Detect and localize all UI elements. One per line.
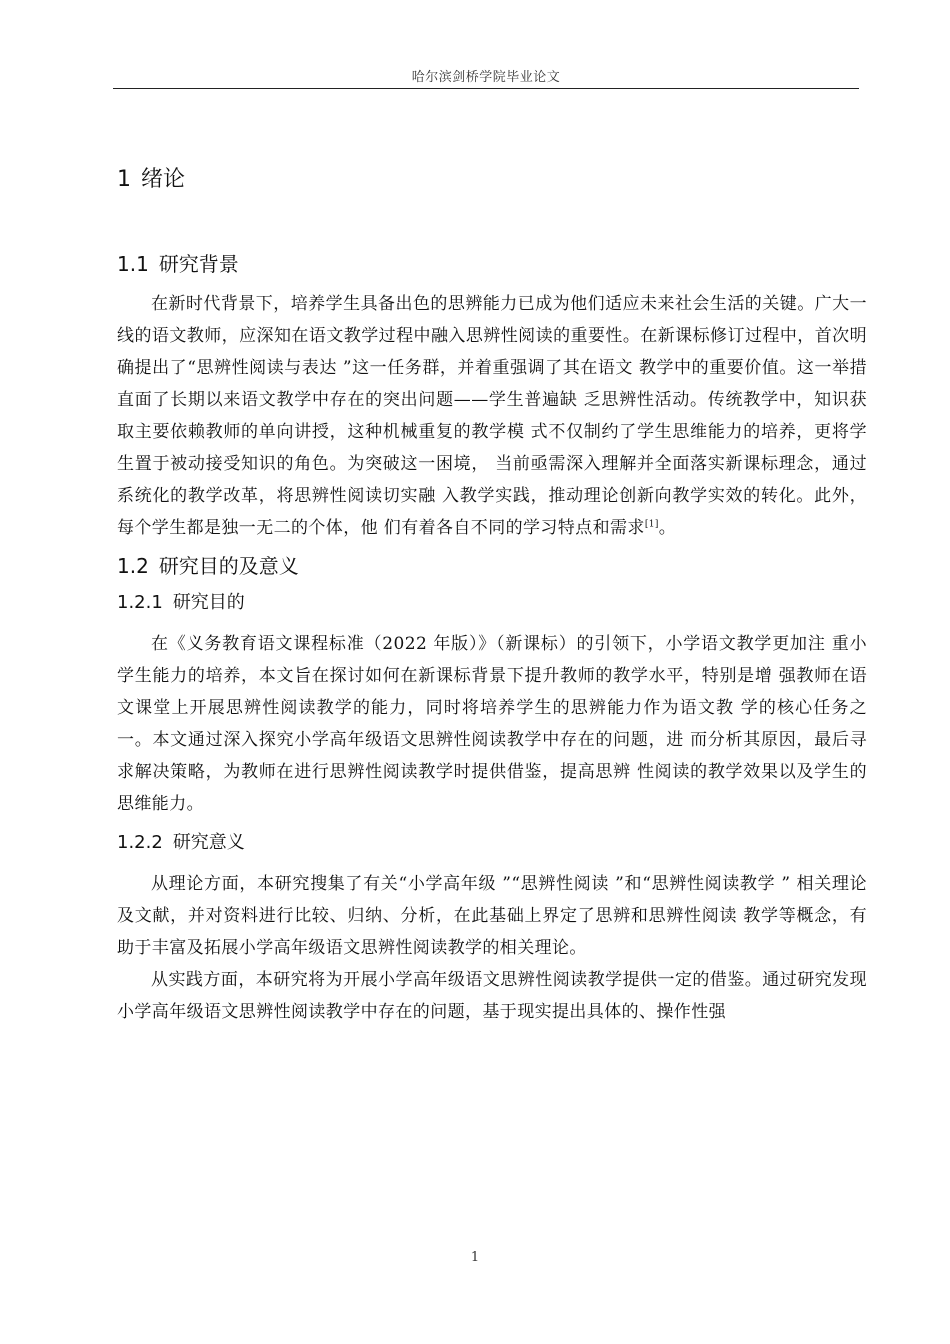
section-title: 研究背景 — [158, 252, 239, 276]
subsection-heading-1-2-1 — [117, 590, 867, 616]
page-number: 1 — [470, 1250, 480, 1265]
chapter-number: 1 — [117, 167, 131, 192]
subsection-heading-1-2-2 — [117, 830, 867, 856]
section-heading-1-1 — [117, 250, 867, 278]
paragraph-text: 在新时代背景下，培养学生具备出色的思辨能力已成为他们适应未来社会生活的关键。广大一线的语文教师，应深知在语文教学过程中融入思辨性阅读的重要性。在新课标修订过程中，首次明确提出了“思辨性阅读与表达 ”这一任务群，并着重强调了其在语文 教学中的重要价值。这一举措直面了长期以来语文教学中存在的突出问题——学生普遍缺 乏思辨性活动。传统教学中，知识获取主要依赖教师的单向讲授，这种机械重复的教学模 式不仅制约了学生思维能力的培养，更将学生置于被动接受知识的角色。为突破这一困境， 当前亟需深入理解并全面落实新课标理念，通过系统化的教学改革，将思辨性阅读切实融 入教学实践，推动理论创新向教学实效的转化。此外，每个学生都是独一无二的个体，他 们有着各自不同的学习特点和需求 — [117, 294, 867, 538]
section-title: 研究目的及意义 — [158, 554, 299, 578]
subsection-title: 研究目的 — [172, 592, 245, 613]
section-number: 1.1 — [117, 252, 149, 276]
subsection-number: 1.2.2 — [117, 832, 163, 853]
paragraph-end: 。 — [658, 518, 677, 538]
chapter-title: 绪论 — [141, 167, 186, 192]
section-number: 1.2 — [117, 554, 149, 578]
section-heading-1-2 — [117, 552, 867, 580]
running-header: 哈尔滨剑桥学院毕业论文 — [411, 70, 561, 85]
paragraph-practical-significance: 从实践方面，本研究将为开展小学高年级语文思辨性阅读教学提供一定的借鉴。通过研究发现小学高年级语文思辨性阅读教学中存在的问题，基于现实提出具体的、操作性强 — [117, 970, 867, 1022]
citation-marker[interactable]: [1] — [644, 519, 659, 530]
chapter-heading — [117, 165, 867, 195]
page-body — [117, 150, 867, 1028]
paragraph-theoretical-significance: 从理论方面，本研究搜集了有关“小学高年级 ”“思辨性阅读 ”和“思辨性阅读教学 ” 相关理论及文献，并对资料进行比较、归纳、分析，在此基础上界定了思辨和思辨性阅读 教学等概念，有助于丰富及拓展小学高年级语文思辨性阅读教学的相关理论。 — [117, 874, 867, 958]
subsection-title: 研究意义 — [172, 832, 245, 853]
header-rule — [113, 88, 859, 89]
subsection-number: 1.2.1 — [117, 592, 163, 613]
paragraph-research-purpose: 在《义务教育语文课程标准（2022 年版）》（新课标）的引领下，小学语文教学更加注 重小学生能力的培养，本文旨在探讨如何在新课标背景下提升教师的教学水平，特别是增 强教师在语文课堂上开展思辨性阅读教学的能力，同时将培养学生的思辨能力作为语文教 学的核心任务之一。本文通过深入探究小学高年级语文思辨性阅读教学中存在的问题，进 而分析其原因，最后寻求解决策略，为教师在进行思辨性阅读教学时提供借鉴，提高思辨 性阅读的教学效果以及学生的思维能力。 — [117, 634, 867, 814]
paragraph-research-background — [117, 288, 867, 544]
